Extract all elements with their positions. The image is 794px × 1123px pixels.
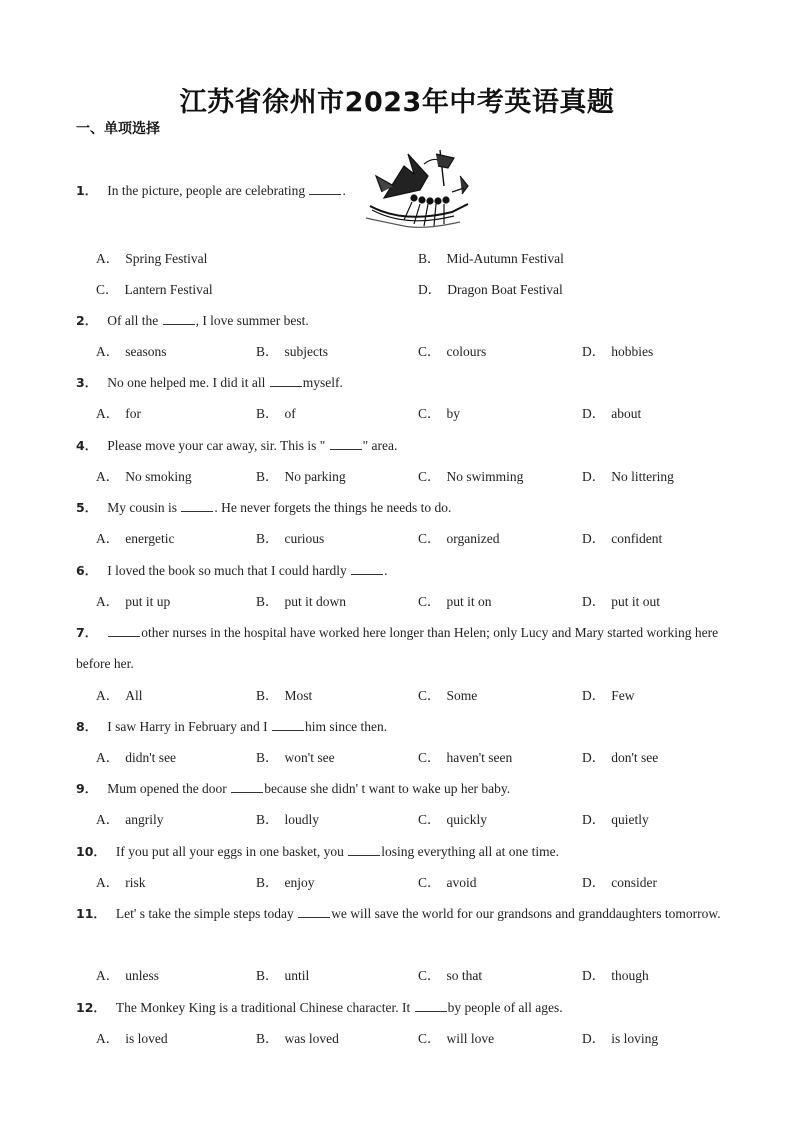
option-letter: A． bbox=[96, 251, 120, 266]
option-letter: B． bbox=[418, 251, 441, 266]
option-letter: A． bbox=[96, 750, 120, 765]
option-text: quickly bbox=[446, 812, 488, 827]
option-text: put it on bbox=[446, 594, 492, 609]
option-letter: D． bbox=[582, 344, 606, 359]
option-letter: C． bbox=[96, 282, 119, 297]
question-text-before-blank: No one helped me. I did it all bbox=[107, 375, 269, 390]
option-text: put it up bbox=[125, 594, 171, 609]
question-10 bbox=[76, 836, 559, 867]
options-row bbox=[96, 960, 756, 991]
question-number: 11． bbox=[76, 906, 106, 921]
answer-option[interactable] bbox=[418, 243, 564, 274]
answer-option[interactable] bbox=[418, 336, 486, 367]
question-number: 3． bbox=[76, 375, 98, 390]
question-text-after-blank: , I love summer best. bbox=[195, 313, 309, 328]
option-letter: D． bbox=[418, 282, 442, 297]
option-text: avoid bbox=[446, 875, 477, 890]
options-row bbox=[96, 804, 756, 835]
option-letter: D． bbox=[582, 812, 606, 827]
options-row bbox=[96, 1023, 756, 1054]
option-text: was loved bbox=[284, 1031, 339, 1046]
options-row bbox=[96, 680, 756, 711]
option-letter: D． bbox=[582, 406, 606, 421]
option-text: Some bbox=[446, 688, 478, 703]
question-text-before-blank: The Monkey King is a traditional Chinese character. It bbox=[115, 1000, 414, 1015]
option-text: hobbies bbox=[611, 344, 654, 359]
options-row bbox=[96, 243, 756, 274]
option-text: for bbox=[125, 406, 141, 421]
option-text: unless bbox=[125, 968, 159, 983]
option-text: haven't seen bbox=[446, 750, 513, 765]
answer-blank[interactable] bbox=[348, 844, 380, 856]
answer-option[interactable] bbox=[96, 1023, 168, 1054]
options-row bbox=[96, 742, 756, 773]
option-text: about bbox=[611, 406, 642, 421]
option-text: don't see bbox=[611, 750, 659, 765]
question-8 bbox=[76, 711, 387, 742]
option-letter: C． bbox=[418, 594, 441, 609]
question-9 bbox=[76, 773, 510, 804]
answer-option[interactable] bbox=[582, 398, 641, 429]
question-text-before-blank: In the picture, people are celebrating bbox=[107, 183, 309, 198]
option-letter: A． bbox=[96, 1031, 120, 1046]
options-row bbox=[96, 867, 756, 898]
answer-option[interactable] bbox=[96, 586, 170, 617]
option-text: energetic bbox=[125, 531, 175, 546]
option-letter: D． bbox=[582, 688, 606, 703]
question-text-after-blank: . He never forgets the things he needs to do. bbox=[214, 500, 452, 515]
answer-option[interactable] bbox=[582, 523, 662, 554]
answer-option[interactable] bbox=[418, 742, 512, 773]
option-letter: D． bbox=[582, 469, 606, 484]
question-number: 10． bbox=[76, 844, 106, 859]
answer-option[interactable] bbox=[96, 804, 164, 835]
answer-blank[interactable] bbox=[231, 781, 263, 793]
question-text-before-blank: My cousin is bbox=[107, 500, 181, 515]
option-letter: B． bbox=[256, 688, 279, 703]
option-letter: B． bbox=[256, 469, 279, 484]
option-text: is loved bbox=[125, 1031, 168, 1046]
answer-option[interactable] bbox=[256, 398, 296, 429]
question-text-before-blank: Let' s take the simple steps today bbox=[115, 906, 298, 921]
answer-option[interactable] bbox=[96, 243, 207, 274]
option-letter: C． bbox=[418, 968, 441, 983]
question-2 bbox=[76, 305, 309, 336]
option-letter: A． bbox=[96, 531, 120, 546]
question-number: 5． bbox=[76, 500, 98, 515]
option-letter: A． bbox=[96, 344, 120, 359]
answer-option[interactable] bbox=[418, 960, 482, 991]
question-1 bbox=[76, 175, 346, 206]
answer-option[interactable] bbox=[256, 586, 346, 617]
answer-blank[interactable] bbox=[270, 375, 302, 387]
answer-option[interactable] bbox=[418, 398, 460, 429]
option-text: All bbox=[125, 688, 143, 703]
answer-option[interactable] bbox=[418, 461, 523, 492]
options-row bbox=[96, 274, 756, 305]
option-letter: A． bbox=[96, 812, 120, 827]
answer-blank[interactable] bbox=[108, 625, 140, 637]
option-letter: A． bbox=[96, 688, 120, 703]
answer-option[interactable] bbox=[96, 523, 174, 554]
option-text: curious bbox=[284, 531, 325, 546]
option-letter: C． bbox=[418, 875, 441, 890]
option-letter: B． bbox=[256, 1031, 279, 1046]
question-text-before-blank: Of all the bbox=[107, 313, 162, 328]
question-text-after-blank: we will save the world for our grandsons and granddaughters tomorrow. bbox=[331, 906, 721, 921]
answer-blank[interactable] bbox=[330, 438, 362, 450]
answer-option[interactable] bbox=[256, 461, 346, 492]
question-3 bbox=[76, 367, 343, 398]
answer-option[interactable] bbox=[418, 523, 500, 554]
page-title: 江苏省徐州市2023年中考英语真题 bbox=[179, 87, 615, 118]
option-letter: B． bbox=[256, 594, 279, 609]
answer-option[interactable] bbox=[582, 586, 660, 617]
option-letter: C． bbox=[418, 750, 441, 765]
answer-option[interactable] bbox=[256, 680, 312, 711]
option-text: though bbox=[611, 968, 649, 983]
option-text: colours bbox=[446, 344, 487, 359]
answer-option[interactable] bbox=[582, 1023, 658, 1054]
question-text-after-blank: by people of all ages. bbox=[447, 1000, 563, 1015]
question-text-before-blank: If you put all your eggs in one basket, you bbox=[115, 844, 348, 859]
answer-option[interactable] bbox=[96, 461, 192, 492]
answer-option[interactable] bbox=[418, 274, 563, 305]
answer-option[interactable] bbox=[418, 1023, 494, 1054]
option-text: Spring Festival bbox=[125, 251, 208, 266]
option-text: seasons bbox=[125, 344, 167, 359]
answer-option[interactable] bbox=[582, 742, 658, 773]
option-letter: B． bbox=[256, 531, 279, 546]
options-row bbox=[96, 586, 756, 617]
option-text: No parking bbox=[284, 469, 346, 484]
option-letter: A． bbox=[96, 968, 120, 983]
question-text-after-blank: him since then. bbox=[305, 719, 388, 734]
answer-option[interactable] bbox=[96, 960, 159, 991]
option-text: Dragon Boat Festival bbox=[447, 282, 563, 297]
option-text: Few bbox=[611, 688, 635, 703]
answer-option[interactable] bbox=[256, 804, 319, 835]
options-row bbox=[96, 336, 756, 367]
answer-option[interactable] bbox=[256, 1023, 339, 1054]
option-letter: B． bbox=[256, 875, 279, 890]
question-7 bbox=[76, 617, 736, 679]
question-number: 9． bbox=[76, 781, 98, 796]
question-number: 4． bbox=[76, 438, 98, 453]
answer-blank[interactable] bbox=[351, 563, 383, 575]
option-letter: A． bbox=[96, 875, 120, 890]
options-row bbox=[96, 398, 756, 429]
question-12 bbox=[76, 992, 563, 1023]
question-text-before-blank: Please move your car away, sir. This is " bbox=[107, 438, 329, 453]
option-letter: C． bbox=[418, 344, 441, 359]
question-text-before-blank: I saw Harry in February and I bbox=[107, 719, 272, 734]
option-letter: B． bbox=[256, 968, 279, 983]
answer-option[interactable] bbox=[418, 804, 487, 835]
question-text-after-blank: because she didn' t want to wake up her baby. bbox=[264, 781, 511, 796]
question-text-after-blank: " area. bbox=[362, 438, 398, 453]
option-text: No smoking bbox=[125, 469, 192, 484]
option-text: No swimming bbox=[446, 469, 524, 484]
option-text: didn't see bbox=[125, 750, 177, 765]
option-text: so that bbox=[446, 968, 483, 983]
answer-option[interactable] bbox=[256, 960, 309, 991]
option-letter: D． bbox=[582, 750, 606, 765]
question-number: 1． bbox=[76, 183, 98, 198]
option-letter: D． bbox=[582, 875, 606, 890]
option-text: until bbox=[284, 968, 310, 983]
option-letter: C． bbox=[418, 688, 441, 703]
option-text: angrily bbox=[125, 812, 164, 827]
option-letter: C． bbox=[418, 406, 441, 421]
question-text-before-blank: Mum opened the door bbox=[107, 781, 231, 796]
option-text: by bbox=[446, 406, 461, 421]
question-5 bbox=[76, 492, 451, 523]
option-text: quietly bbox=[611, 812, 649, 827]
answer-option[interactable] bbox=[582, 804, 649, 835]
option-letter: C． bbox=[418, 812, 441, 827]
answer-blank[interactable] bbox=[163, 313, 195, 325]
option-text: Lantern Festival bbox=[124, 282, 213, 297]
answer-option[interactable] bbox=[418, 586, 492, 617]
question-number: 7． bbox=[76, 625, 98, 640]
options-row bbox=[96, 461, 756, 492]
option-letter: D． bbox=[582, 968, 606, 983]
option-letter: D． bbox=[582, 531, 606, 546]
question-number: 6． bbox=[76, 563, 98, 578]
option-text: consider bbox=[611, 875, 657, 890]
answer-option[interactable] bbox=[96, 867, 146, 898]
answer-blank[interactable] bbox=[272, 719, 304, 731]
option-text: put it out bbox=[611, 594, 661, 609]
answer-option[interactable] bbox=[256, 742, 335, 773]
option-letter: B． bbox=[256, 750, 279, 765]
answer-option[interactable] bbox=[582, 461, 674, 492]
option-text: won't see bbox=[284, 750, 335, 765]
answer-blank[interactable] bbox=[415, 1000, 447, 1012]
option-letter: A． bbox=[96, 469, 120, 484]
answer-option[interactable] bbox=[96, 336, 167, 367]
question-4 bbox=[76, 430, 397, 461]
option-letter: C． bbox=[418, 469, 441, 484]
answer-option[interactable] bbox=[582, 960, 649, 991]
answer-blank[interactable] bbox=[298, 906, 330, 918]
answer-option[interactable] bbox=[418, 680, 477, 711]
option-text: No littering bbox=[611, 469, 674, 484]
answer-blank[interactable] bbox=[181, 500, 213, 512]
option-letter: B． bbox=[256, 406, 279, 421]
option-letter: A． bbox=[96, 594, 120, 609]
option-text: put it down bbox=[284, 594, 347, 609]
question-text-after-blank: myself. bbox=[302, 375, 343, 390]
answer-option[interactable] bbox=[418, 867, 477, 898]
question-text-after-blank: . bbox=[342, 183, 346, 198]
option-letter: C． bbox=[418, 531, 441, 546]
question-number: 2． bbox=[76, 313, 98, 328]
question-number: 12． bbox=[76, 1000, 106, 1015]
answer-option[interactable] bbox=[256, 523, 324, 554]
question-text-after-blank: losing everything all at one time. bbox=[381, 844, 559, 859]
option-text: organized bbox=[446, 531, 500, 546]
option-text: will love bbox=[446, 1031, 495, 1046]
answer-blank[interactable] bbox=[309, 183, 341, 195]
answer-option[interactable] bbox=[582, 336, 653, 367]
section-heading: 一、单项选择 bbox=[76, 121, 160, 137]
answer-option[interactable] bbox=[96, 274, 213, 305]
option-text: of bbox=[284, 406, 296, 421]
dragon-boat-illustration bbox=[364, 146, 474, 232]
question-text-after-blank: . bbox=[384, 563, 388, 578]
option-letter: D． bbox=[582, 594, 606, 609]
question-11 bbox=[76, 898, 736, 929]
option-text: Most bbox=[284, 688, 313, 703]
answer-option[interactable] bbox=[96, 398, 141, 429]
option-text: Mid-Autumn Festival bbox=[446, 251, 564, 266]
question-text-after-blank: other nurses in the hospital have worked here longer than Helen; only Lucy and Mary started working here before her. bbox=[76, 625, 719, 671]
option-text: confident bbox=[611, 531, 663, 546]
options-row bbox=[96, 523, 756, 554]
answer-option[interactable] bbox=[582, 867, 657, 898]
answer-option[interactable] bbox=[96, 680, 143, 711]
option-letter: D． bbox=[582, 1031, 606, 1046]
question-6 bbox=[76, 555, 388, 586]
option-text: risk bbox=[125, 875, 146, 890]
answer-option[interactable] bbox=[96, 742, 176, 773]
question-number: 8． bbox=[76, 719, 98, 734]
option-letter: B． bbox=[256, 812, 279, 827]
option-text: subjects bbox=[284, 344, 329, 359]
option-letter: B． bbox=[256, 344, 279, 359]
option-text: loudly bbox=[284, 812, 320, 827]
option-text: is loving bbox=[611, 1031, 659, 1046]
answer-option[interactable] bbox=[256, 867, 315, 898]
option-letter: C． bbox=[418, 1031, 441, 1046]
answer-option[interactable] bbox=[582, 680, 635, 711]
option-text: enjoy bbox=[284, 875, 315, 890]
question-text-before-blank: I loved the book so much that I could hardly bbox=[107, 563, 351, 578]
answer-option[interactable] bbox=[256, 336, 328, 367]
option-letter: A． bbox=[96, 406, 120, 421]
